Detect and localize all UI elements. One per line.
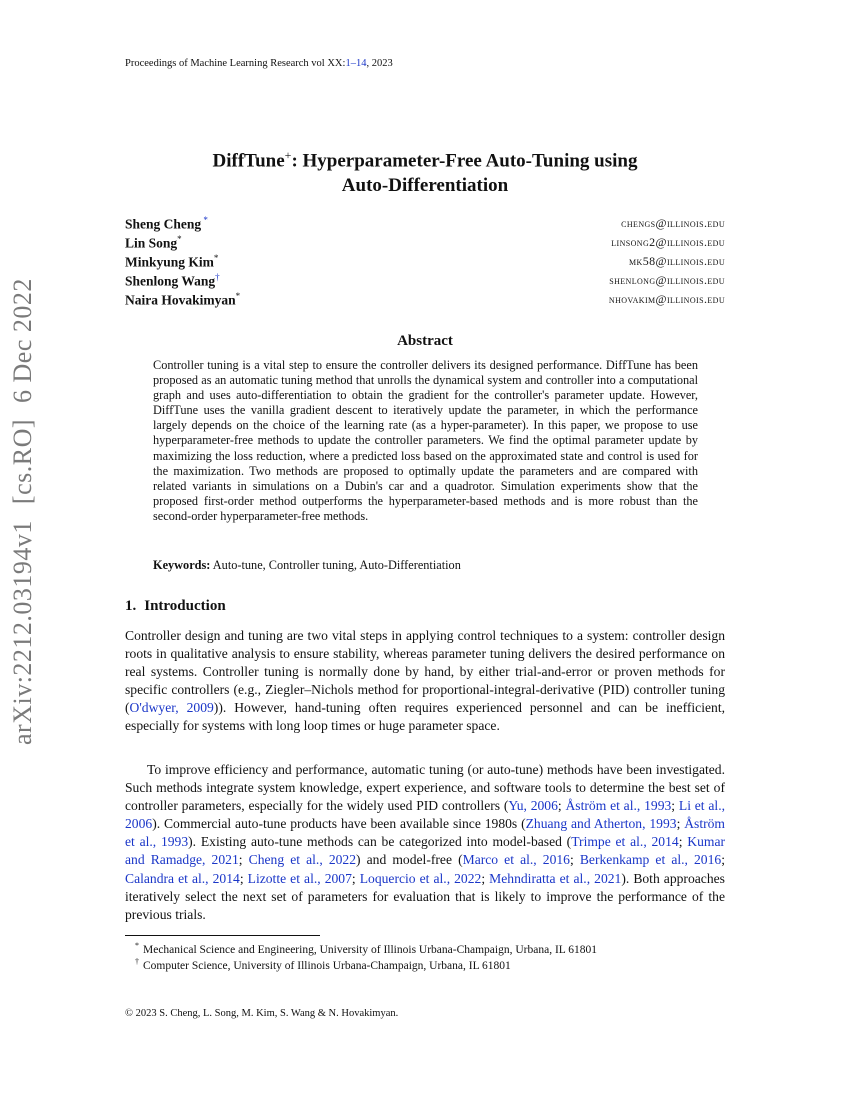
arxiv-category: [cs.RO]: [8, 418, 37, 505]
citation-link[interactable]: Cheng et al., 2022: [248, 852, 357, 868]
intro-paragraph-2: To improve efficiency and performance, automatic tuning (or auto-tune) methods have been investigated. Such methods integrate system knowledge, expert experience, and software tools to determine the best set of controller parameters, especially for the widely used PID controllers (Yu, 2006; Åström et al., 1993; Li et al., 2006). Commercial auto-tune products have been available since 1980s (Zhuang and Atherton, 1993; Åström et al., 1993). Existing auto-tune methods can be categorized into model-based (Trimpe et al., 2014; Kumar and Ramadge, 2021; Cheng et al., 2022) and model-free (Marco et al., 2016; Berkenkamp et al., 2016; Calandra et al., 2014; Lizotte et al., 2007; Loquercio et al., 2022; Mehndiratta et al., 2021). Both approaches iteratively select the next set of parameters for evaluation that is likely to improve the performance of the previous trials.: [125, 762, 725, 922]
footnote: † Computer Science, University of Illinois Urbana-Champaign, Urbana, IL 61801: [135, 957, 511, 972]
citation-link[interactable]: Åström et al., 1993: [125, 816, 725, 850]
arxiv-stamp: [8, 278, 38, 745]
citation-link[interactable]: Zhuang and Atherton, 1993: [525, 816, 677, 832]
citation-link[interactable]: Marco et al., 2016: [462, 852, 570, 868]
copyright-footer: © 2023 S. Cheng, L. Song, M. Kim, S. Wang & N. Hovakimyan.: [125, 1008, 399, 1019]
citation-link[interactable]: Åström et al., 1993: [565, 798, 672, 814]
footnote: * Mechanical Science and Engineering, University of Illinois Urbana-Champaign, Urbana, IL 61801: [135, 941, 598, 956]
footnote-rule: [125, 935, 320, 936]
citation-link[interactable]: Kumar and Ramadge, 2021: [125, 834, 725, 868]
author-row: Naira Hovakimyan* nhovakim@illinois.edu: [125, 291, 725, 308]
citation-link[interactable]: Yu, 2006: [508, 798, 558, 814]
citation-link[interactable]: Loquercio et al., 2022: [359, 870, 482, 886]
title-line-2: Auto-Differentiation: [341, 175, 509, 197]
citation-link[interactable]: Lizotte et al., 2007: [247, 870, 352, 886]
author-row: Minkyung Kim* mk58@illinois.edu: [125, 253, 725, 270]
author-row: Lin Song* linsong2@illinois.edu: [125, 234, 725, 251]
arxiv-date: 6 Dec 2022: [8, 278, 37, 403]
section-heading: 1. Introduction: [125, 598, 226, 614]
citation-link[interactable]: Calandra et al., 2014: [125, 870, 240, 886]
citation-link[interactable]: O'dwyer, 2009: [129, 700, 214, 716]
abstract-heading: Abstract: [397, 333, 453, 349]
pages-link[interactable]: 1–14: [345, 58, 367, 69]
author-email[interactable]: chengs@illinois.edu: [621, 216, 725, 230]
abstract-text: Controller tuning is a vital step to ensure the controller delivers its designed performance. DiffTune has been proposed as an automatic tuning method that unrolls the dynamical system and controller into a computational graph and uses auto-differentiation to obtain the gradient for the controller's parameter update. However, DiffTune uses the vanilla gradient descent to iteratively update the parameter, in which the performance largely depends on the choice of the learning rate (as a hyper-parameter). In this paper, we propose to use hyperparameter-free methods to update the controller parameters. We find the optimal parameter update by maximizing the loss reduction, where a predicted loss based on the approximated state and control is used for the maximization. Two methods are proposed to optimally update the parameters and are compared with related variants in simulations on a Dubin's car and a quadrotor. Simulation experiments show that the proposed first-order method outperforms the hyperparameter-based methods and is more robust than the second-order hyperparameter-free methods.: [153, 358, 698, 523]
arxiv-id: arXiv:2212.03194v1: [8, 520, 37, 745]
author-email[interactable]: shenlong@illinois.edu: [609, 273, 725, 287]
keywords: Keywords: Auto-tune, Controller tuning, Auto-Differentiation: [153, 558, 461, 572]
running-header: Proceedings of Machine Learning Research vol XX:1–14, 2023: [125, 58, 393, 69]
author-email[interactable]: nhovakim@illinois.edu: [608, 292, 725, 306]
citation-link[interactable]: Li et al., 2006: [125, 798, 725, 832]
citation-link[interactable]: Mehndiratta et al., 2021: [489, 870, 622, 886]
author-row: Sheng Cheng * chengs@illinois.edu: [125, 215, 725, 232]
title-line-1: DiffTune+: Hyperparameter-Free Auto-Tuning using: [212, 148, 638, 172]
author-email[interactable]: linsong2@illinois.edu: [611, 235, 725, 249]
author-row: Shenlong Wang† shenlong@illinois.edu: [125, 272, 725, 289]
paper-title: [125, 143, 725, 198]
citation-link[interactable]: Trimpe et al., 2014: [571, 834, 679, 850]
citation-link[interactable]: Berkenkamp et al., 2016: [579, 852, 722, 868]
intro-paragraph-1: Controller design and tuning are two vital steps in applying control techniques to a system: controller design roots in qualitative analysis to ensure stability, whereas parameter tuning delivers the desired performance on real systems. Controller tuning is normally done by hand, by either trial-and-error or proven methods for specific controllers (e.g., Ziegler–Nichols method for proportional-integral-derivative (PID) controller tuning (O'dwyer, 2009)). However, hand-tuning often requires experienced personnel and can be inefficient, especially for systems with long loop times or huge parameter space.: [125, 628, 725, 734]
author-email[interactable]: mk58@illinois.edu: [629, 254, 725, 268]
